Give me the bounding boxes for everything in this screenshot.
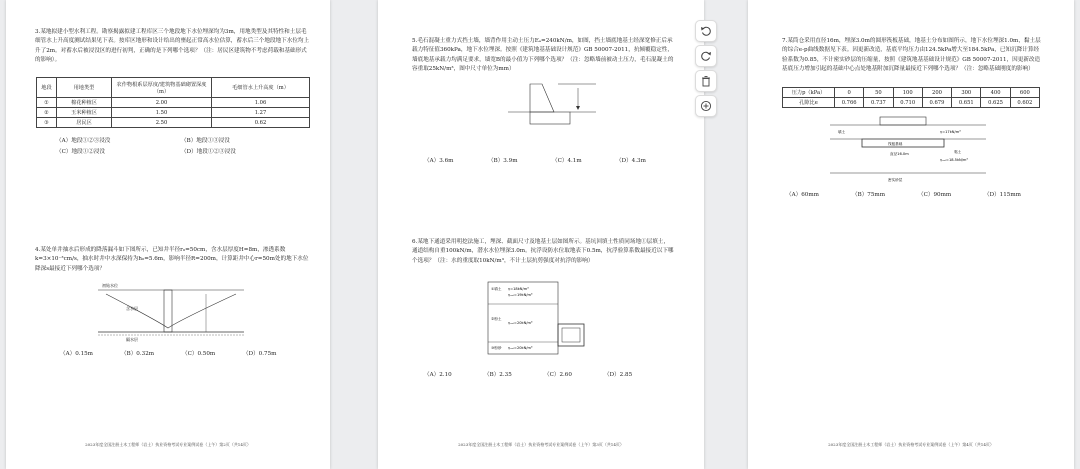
option-c: （C）4.1m <box>552 158 582 164</box>
page-footer: 2023年度全国注册土木工程师（岩土）执业资格考试专业案例试卷（上午）第4页（共14页） <box>828 442 994 447</box>
table-header: 用地类型 <box>57 78 112 98</box>
fig-label: γ=18kN/m³ <box>508 287 529 291</box>
rotate-right-button[interactable] <box>695 45 717 67</box>
question-7-options <box>786 190 1050 198</box>
table-header: 200 <box>922 88 951 98</box>
table-cell: 棉花种植区 <box>57 98 112 108</box>
pdf-page-3[interactable] <box>378 0 704 469</box>
table-header: 压力p（kPa） <box>783 88 835 98</box>
option-d: （D）115mm <box>984 192 1021 198</box>
table-cell: 0.679 <box>922 98 951 108</box>
table-cell: 0.62 <box>212 118 310 128</box>
table-header: 600 <box>1010 88 1039 98</box>
question-5-options <box>424 156 680 164</box>
fig-label: 隔水层 <box>126 337 138 342</box>
question-4-options <box>60 349 304 357</box>
fig-label: 筏板基础 <box>888 142 903 146</box>
question-5-figure <box>508 82 598 128</box>
rotate-counterclockwise-icon <box>700 25 712 37</box>
table-row <box>783 88 1040 98</box>
question-3-table <box>36 77 310 128</box>
option-b: （B）地段①③浸没 <box>181 138 230 144</box>
table-header: 300 <box>952 88 981 98</box>
question-5-text: 5.毛石混凝土重力式挡土墙，墙背作用主动土压力Eₐ=240kN/m，如图，挡土墙底地基土经深宽修正后承载力特征值360kPa，地下水位埋深。按照《建筑地基基础设计规范》GB 50007-2011，抗倾覆稳定性，墙底地基承载力均满足要求，墙宽B的最小值为下列哪个选项？（注：忽略墙前被动土压力，毛石混凝土的容重取25kN/m³，图中尺寸单位为mm） <box>412 38 674 73</box>
option-d: （D）2.85 <box>604 372 633 378</box>
table-cell: 0.651 <box>952 98 981 108</box>
table-cell: ③ <box>37 118 57 128</box>
question-7-figure <box>828 115 988 187</box>
table-cell: 0.625 <box>981 98 1010 108</box>
question-4-figure <box>96 280 246 342</box>
table-header: 地段 <box>37 78 57 98</box>
option-d: （D）4.3m <box>616 158 646 164</box>
option-b: （B）0.32m <box>121 351 155 357</box>
fig-label: γₛₐₜ=19kN/m³ <box>508 293 533 297</box>
table-header: 0 <box>835 88 864 98</box>
option-b: （B）2.35 <box>484 372 512 378</box>
table-header: 100 <box>893 88 922 98</box>
table-cell: ② <box>37 108 57 118</box>
trash-icon <box>700 75 712 87</box>
option-d: （D）地段①②③浸没 <box>181 149 236 155</box>
page-footer: 2023年度全国注册土木工程师（岩土）执业资格考试专业案例试卷（上午）第3页（共14页） <box>458 442 624 447</box>
insert-page-button[interactable] <box>695 95 717 117</box>
question-7-table <box>782 87 1040 108</box>
fig-label: γₛₐₜ=20kN/m³ <box>508 321 533 325</box>
add-circle-icon <box>700 100 712 112</box>
fig-label: 密实砂层 <box>888 178 903 182</box>
table-header: 400 <box>981 88 1010 98</box>
table-cell: ① <box>37 98 57 108</box>
option-c: （C）地段①②浸没 <box>56 149 106 155</box>
delete-page-button[interactable] <box>695 70 717 92</box>
table-cell: 0.602 <box>1010 98 1039 108</box>
table-cell: 0.766 <box>835 98 864 108</box>
option-c: （C）90mm <box>918 192 952 198</box>
table-row <box>37 118 310 128</box>
table-cell: 玉米种植区 <box>57 108 112 118</box>
option-c: （C）0.50m <box>182 351 216 357</box>
pdf-page-2[interactable] <box>6 0 330 469</box>
option-b: （B）3.9m <box>488 158 518 164</box>
fig-label: ①填土 <box>491 287 502 291</box>
option-a: （A）2.10 <box>424 372 452 378</box>
option-a: （A）3.6m <box>424 158 454 164</box>
question-3-text: 3.某地拟建小型水利工程。勘察揭露拟建工程库区三个地段地下水位埋深均为3m，用地类型及其特性和土层毛细管水上升高度测试结果见下表。按库区地形和设计给出的壅起正常高水位估算，蓄水后三个地段地下水位均上升了2m。对蓄水后被浸没区的进行初判，正确的是下列哪个选项？（注：居民区建筑物不考虑荷载和基础形式的影响）。 <box>35 29 310 64</box>
option-b: （B）75mm <box>852 192 886 198</box>
pdf-page-4[interactable] <box>748 0 1074 469</box>
option-c: （C）2.60 <box>544 372 572 378</box>
table-cell: 0.710 <box>893 98 922 108</box>
fig-label: γₛₐₜ=20kN/m³ <box>508 346 533 350</box>
table-cell: 0.737 <box>864 98 893 108</box>
option-a: （A）60mm <box>786 192 819 198</box>
table-cell: 孔隙比e <box>783 98 835 108</box>
table-cell: 2.00 <box>112 98 212 108</box>
table-row <box>783 98 1040 108</box>
rotate-left-button[interactable] <box>695 20 717 42</box>
option-d: （D）0.75m <box>243 351 277 357</box>
question-6-figure <box>478 280 608 356</box>
question-6-text: 6.某地下通道采用明挖法施工，埋深、截面尺寸及地基土层如图所示。基坑回填土性质同场地①层填土，通道结构自重100kN/m，潜水水位埋深3.0m。抗浮设防水位取地表下0.5m，抗浮验算系数最接近以下哪个选项？（注：水的重度取10kN/m³，不计土层抗剪强度对抗浮的影响） <box>412 239 674 264</box>
fig-label: γ=17kN/m³ <box>940 130 961 134</box>
question-3-options <box>56 136 306 155</box>
table-cell: 1.27 <box>212 108 310 118</box>
fig-label: ③粉砂 <box>491 346 502 350</box>
table-cell: 2.50 <box>112 118 212 128</box>
table-header: 农作物根系层厚度/建筑物基础砌置深度（m） <box>112 78 212 98</box>
fig-label: γₛₐₜ=18.5kN/m³ <box>940 158 968 162</box>
page-footer: 2023年度全国注册土木工程师（岩土）执业资格考试专业案例试卷（上午）第2页（共14页） <box>85 442 251 447</box>
option-a: （A）0.15m <box>60 351 93 357</box>
fig-label: 填土 <box>838 130 846 134</box>
fig-label: 含水层 <box>126 306 138 311</box>
question-6-options <box>424 370 664 378</box>
page-toolbar <box>695 20 717 117</box>
table-cell: 1.06 <box>212 98 310 108</box>
table-cell: 1.50 <box>112 108 212 118</box>
question-7-text: 7.某筒仓采用直径16m，埋深3.0m的圆形筏板基础，地基土分布如图所示，地下水位埋深1.0m，黏土层的综合e-p曲线数据见下表。因更新改造，基底平均压力由124.5kPa增大至184.5kPa，已知沉降计算经验系数为0.85，不计密实砂层的压缩量，按照《建筑地基基础设计规范》GB 50007-2011，因更新改造基底压力增加引起的基础中心点处地基附加沉降量最接近下列哪个选项？（注：忽略基础刚度的影响） <box>782 38 1041 73</box>
table-header: 毛细管水上升高度（m） <box>212 78 310 98</box>
rotate-clockwise-icon <box>700 50 712 62</box>
option-a: （A）地段①②③浸没 <box>56 138 111 144</box>
question-4-text: 4.某处单井抽水后形成的降落漏斗如下图所示，已知井半径r₀=50cm，含水层厚度H=8m，渗透系数k=3×10⁻³cm/s，抽水时井中水深保持为h₀=5.6m，影响半径R=200m，计算距井中心r=50m处的地下水位降深s最接近下列哪个选项？ <box>35 247 309 272</box>
table-cell: 居民区 <box>57 118 112 128</box>
table-row <box>37 108 310 118</box>
fig-label: 初始水位 <box>102 283 118 288</box>
table-header: 50 <box>864 88 893 98</box>
fig-label: 直径16.0m <box>890 152 909 156</box>
fig-label: ②粉土 <box>491 317 502 321</box>
fig-label: 黏土 <box>954 150 962 154</box>
table-row <box>37 98 310 108</box>
